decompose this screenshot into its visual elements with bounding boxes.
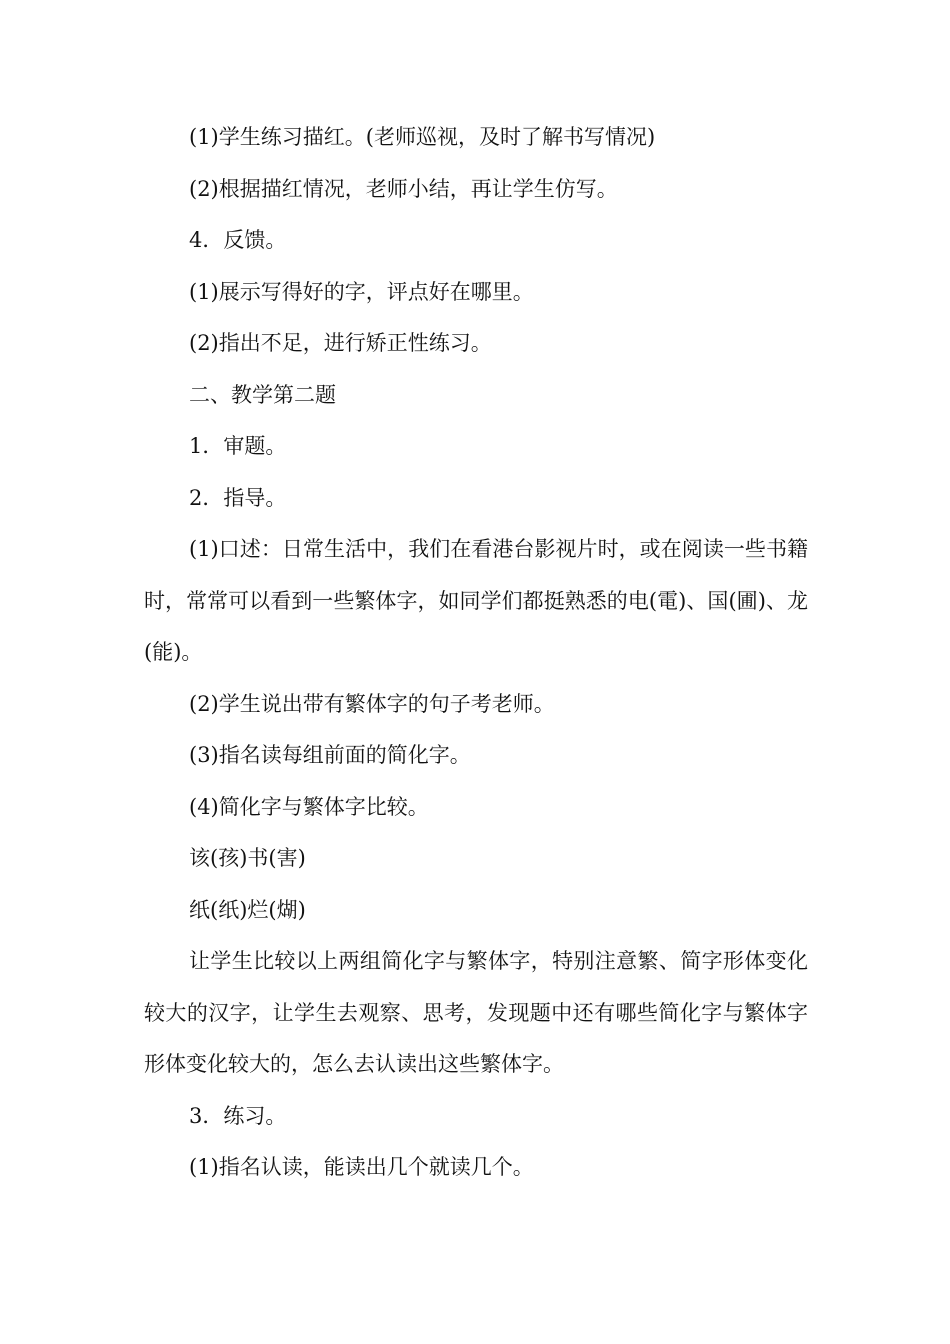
paragraph-oral-description: (1)口述：日常生活中，我们在看港台影视片时，或在阅读一些书籍时，常常可以看到一些繁体字，如同学们都挺熟悉的电(電)、国(圃)、龙(能)。 (144, 537, 808, 664)
paragraph-named-reading: (1)指名认读，能读出几个就读几个。 (189, 1155, 534, 1179)
paragraph-example-pair-two: 纸(纸)烂(煳) (189, 897, 306, 922)
section-heading-second-question: 二、教学第二题 (189, 382, 336, 407)
paragraph-step-feedback: 4．反馈。 (189, 228, 287, 252)
paragraph-step-guidance: 2．指导。 (189, 485, 287, 510)
paragraph-step-review: 1．审题。 (189, 434, 287, 458)
paragraph-compare-characters: (4)简化字与繁体字比较。 (189, 794, 429, 819)
paragraph-correction-practice: (2)指出不足，进行矫正性练习。 (189, 331, 492, 355)
paragraph-show-good-writing: (1)展示写得好的字，评点好在哪里。 (189, 279, 534, 304)
paragraph-trace-practice: (1)学生练习描红。(老师巡视，及时了解书写情况) (189, 125, 656, 149)
paragraph-student-sentences: (2)学生说出带有繁体字的句子考老师。 (189, 691, 555, 716)
paragraph-step-practice: 3．练习。 (189, 1103, 287, 1128)
paragraph-read-simplified: (3)指名读每组前面的简化字。 (189, 743, 471, 767)
paragraph-example-pair-one: 该(孩)书(害) (189, 846, 306, 870)
paragraph-imitate-writing: (2)根据描红情况，老师小结，再让学生仿写。 (189, 176, 618, 201)
document-body (144, 112, 808, 1194)
paragraph-comparison-instruction: 让学生比较以上两组简化字与繁体字，特别注意繁、简字形体变化较大的汉字，让学生去观察、思考，发现题中还有哪些简化字与繁体字形体变化较大的，怎么去认读出这些繁体字。 (144, 949, 808, 1076)
